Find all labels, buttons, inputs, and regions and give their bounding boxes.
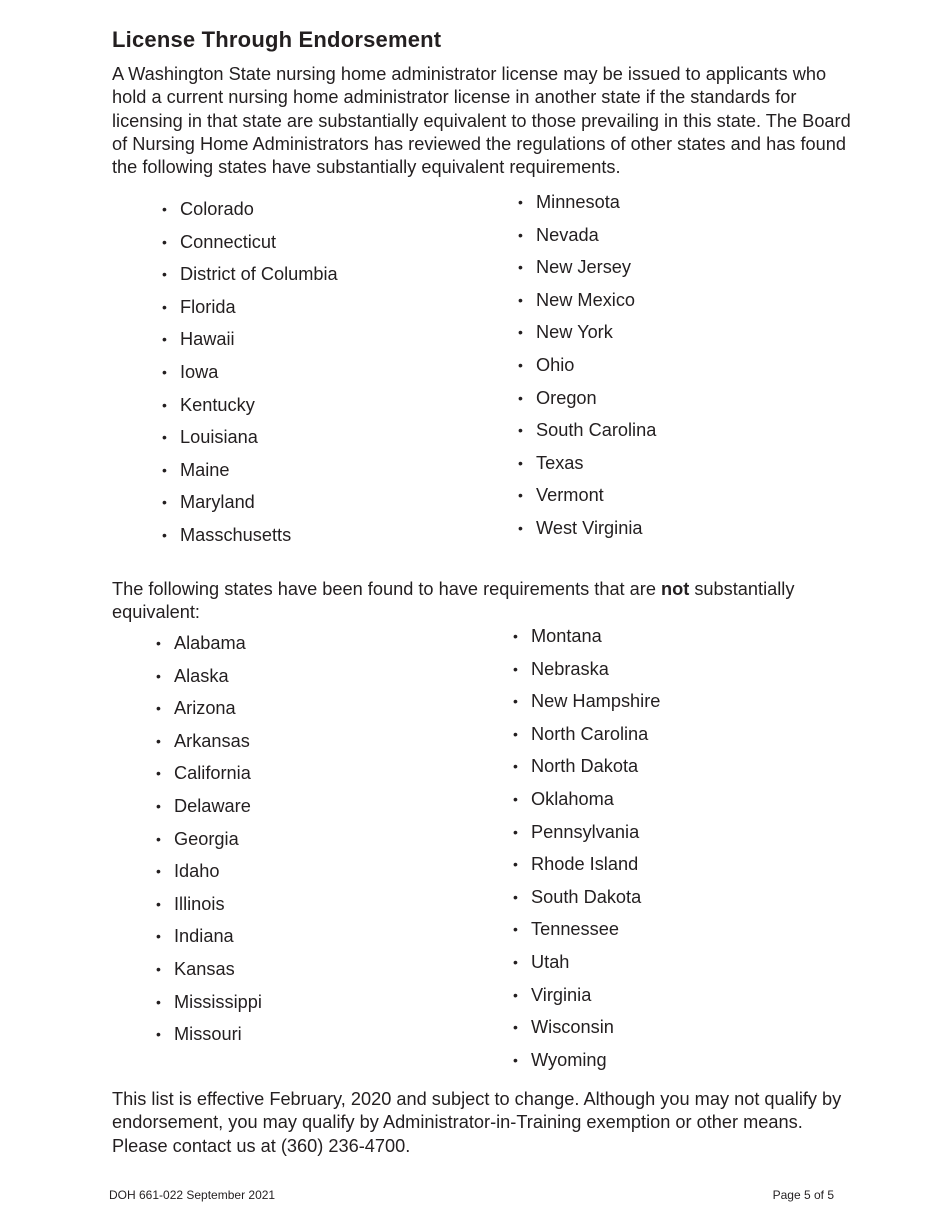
state-list-item: • Nevada bbox=[518, 224, 656, 257]
not-equivalent-paragraph bbox=[112, 578, 852, 625]
state-list-item: • Tennessee bbox=[513, 918, 660, 951]
page-number: Page 5 of 5 bbox=[772, 1188, 834, 1202]
state-list-item: • Wisconsin bbox=[513, 1016, 660, 1049]
state-list-item: • Colorado bbox=[162, 198, 338, 231]
equivalent-states-list-left bbox=[162, 198, 338, 557]
state-list-item: • Montana bbox=[513, 625, 660, 658]
state-list-item: • Illinois bbox=[156, 893, 262, 926]
closing-paragraph: This list is effective February, 2020 and subject to change. Although you may not qualify by endorsement, you may qualify by Administrator-in-Training exemption or other means. Please contact us at (360) 236-4700. bbox=[112, 1089, 842, 1156]
state-list-item: • South Carolina bbox=[518, 419, 656, 452]
state-list-item: • South Dakota bbox=[513, 886, 660, 919]
not-emphasis: not bbox=[661, 579, 690, 599]
state-list-item: • Indiana bbox=[156, 925, 262, 958]
state-list-item: • Alaska bbox=[156, 665, 262, 698]
state-list-item: • North Dakota bbox=[513, 755, 660, 788]
state-list-item: • Idaho bbox=[156, 860, 262, 893]
state-list-item: • Delaware bbox=[156, 795, 262, 828]
state-list-item: • New Jersey bbox=[518, 256, 656, 289]
state-list-item: • Wyoming bbox=[513, 1049, 660, 1082]
state-list-item: • Alabama bbox=[156, 632, 262, 665]
state-list-item: • Kansas bbox=[156, 958, 262, 991]
state-list-item: • Pennsylvania bbox=[513, 821, 660, 854]
state-list-item: • Oklahoma bbox=[513, 788, 660, 821]
state-list-item: • Virginia bbox=[513, 984, 660, 1017]
not-intro-before: The following states have been found to have requirements that are bbox=[112, 579, 661, 599]
state-list-item: • Arizona bbox=[156, 697, 262, 730]
state-list-item: • Utah bbox=[513, 951, 660, 984]
state-list-item: • Masschusetts bbox=[162, 524, 338, 557]
state-list-item: • North Carolina bbox=[513, 723, 660, 756]
not-intro-after: substantially equivalent: bbox=[112, 579, 795, 623]
state-list-item: • Texas bbox=[518, 452, 656, 485]
not-equivalent-states-list-right bbox=[513, 625, 660, 1081]
state-list-item: • Kentucky bbox=[162, 394, 338, 427]
state-list-item: • Hawaii bbox=[162, 328, 338, 361]
equivalent-states-list-right bbox=[518, 191, 656, 550]
state-list-item: • Mississippi bbox=[156, 991, 262, 1024]
state-list-item: • Missouri bbox=[156, 1023, 262, 1056]
page-title: License Through Endorsement bbox=[112, 27, 442, 52]
state-list-item: • Iowa bbox=[162, 361, 338, 394]
state-list-item: • Oregon bbox=[518, 387, 656, 420]
state-list-item: • California bbox=[156, 762, 262, 795]
state-list-item: • Florida bbox=[162, 296, 338, 329]
state-list-item: • New York bbox=[518, 321, 656, 354]
intro-paragraph: A Washington State nursing home administrator license may be issued to applicants who hold a current nursing home administrator license in another state if the standards for licensing in that state are substantially equivalent to those prevailing in this state. The Board of Nursing Home Administrators has reviewed the regulations of other states and has found the following states have substantially equivalent requirements. bbox=[112, 64, 851, 178]
state-list-item: • Connecticut bbox=[162, 231, 338, 264]
state-list-item: • Arkansas bbox=[156, 730, 262, 763]
state-list-item: • Ohio bbox=[518, 354, 656, 387]
state-list-item: • New Mexico bbox=[518, 289, 656, 322]
state-list-item: • West Virginia bbox=[518, 517, 656, 550]
state-list-item: • Nebraska bbox=[513, 658, 660, 691]
state-list-item: • New Hampshire bbox=[513, 690, 660, 723]
state-list-item: • Maine bbox=[162, 459, 338, 492]
state-list-item: • Rhode Island bbox=[513, 853, 660, 886]
state-list-item: • Louisiana bbox=[162, 426, 338, 459]
form-id: DOH 661-022 September 2021 bbox=[109, 1188, 276, 1202]
state-list-item: • Maryland bbox=[162, 491, 338, 524]
state-list-item: • District of Columbia bbox=[162, 263, 338, 296]
state-list-item: • Georgia bbox=[156, 828, 262, 861]
state-list-item: • Vermont bbox=[518, 484, 656, 517]
state-list-item: • Minnesota bbox=[518, 191, 656, 224]
not-equivalent-states-list-left bbox=[156, 632, 262, 1056]
